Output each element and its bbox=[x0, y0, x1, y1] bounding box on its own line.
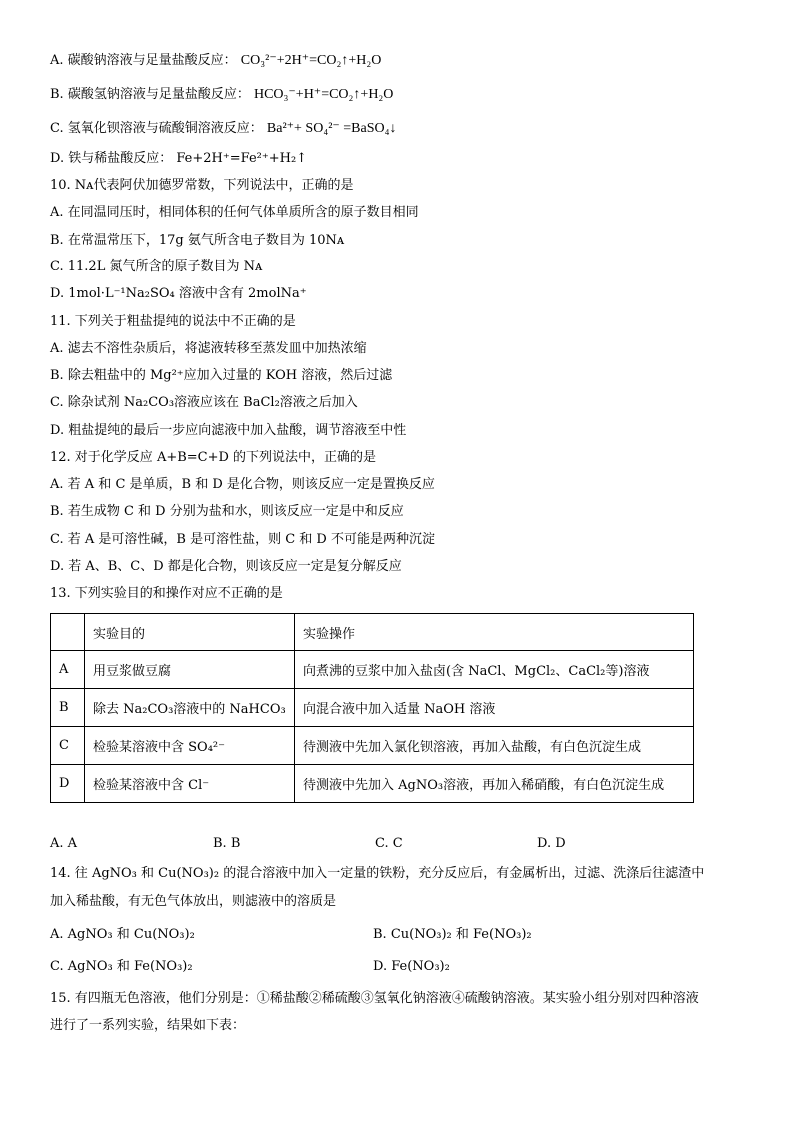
q12-option-b: B. 若生成物 C 和 D 分别为盐和水，则该反应一定是中和反应 bbox=[50, 504, 404, 519]
q13-answer-options bbox=[50, 836, 750, 854]
q12-option-a: A. 若 A 和 C 是单质，B 和 D 是化合物，则该反应一定是置换反应 bbox=[50, 477, 435, 492]
q10-option-d: D. 1mol·L⁻¹Na₂SO₄ 溶液中含有 2molNa⁺ bbox=[50, 286, 307, 301]
q10-option-b: B. 在常温常压下，17g 氨气所含电子数目为 10Nᴀ bbox=[50, 233, 345, 248]
table-cell: 除去 Na₂CO₃溶液中的 NaHCO₃ bbox=[85, 689, 295, 727]
q10-option-a: A. 在同温同压时，相同体积的任何气体单质所含的原子数目相同 bbox=[50, 205, 419, 220]
q11-option-b: B. 除去粗盐中的 Mg²⁺应加入过量的 KOH 溶液，然后过滤 bbox=[50, 368, 393, 383]
q13-stem: 13. 下列实验目的和操作对应不正确的是 bbox=[50, 586, 283, 601]
q10-option-c: C. 11.2L 氮气所含的原子数目为 Nᴀ bbox=[50, 259, 263, 274]
q11-option-a: A. 滤去不溶性杂质后，将滤液转移至蒸发皿中加热浓缩 bbox=[50, 341, 367, 356]
table-cell: 检验某溶液中含 Cl⁻ bbox=[85, 765, 295, 803]
q9-option-d: D. 铁与稀盐酸反应： Fe+2H⁺=Fe²⁺+H₂↑ bbox=[50, 151, 308, 166]
q14-option-a: A. AgNO₃ 和 Cu(NO₃)₂ bbox=[50, 927, 195, 942]
table-cell: 待测液中先加入氯化钡溶液，再加入盐酸，有白色沉淀生成 bbox=[295, 727, 694, 765]
q15-stem-line1: 15. 有四瓶无色溶液，他们分别是：①稀盐酸②稀硫酸③氢氧化钠溶液④硫酸钠溶液。某实验小组分别对四种溶液 bbox=[50, 991, 699, 1006]
q9-option-b: B. 碳酸氢钠溶液与足量盐酸反应： HCO₃⁻+H⁺=CO₂↑+H₂O bbox=[50, 87, 394, 102]
q13-answer-c: C. C bbox=[375, 836, 403, 851]
table-cell: 待测液中先加入 AgNO₃溶液，再加入稀硝酸，有白色沉淀生成 bbox=[295, 765, 694, 803]
table-cell: 检验某溶液中含 SO₄²⁻ bbox=[85, 727, 295, 765]
table-header-cell: 实验目的 bbox=[85, 614, 295, 651]
q11-stem: 11. 下列关于粗盐提纯的说法中不正确的是 bbox=[50, 314, 296, 329]
q9-option-c: C. 氢氧化钡溶液与硫酸铜溶液反应： Ba²⁺+ SO₄²⁻ =BaSO₄↓ bbox=[50, 121, 397, 136]
table-cell: A bbox=[51, 651, 85, 689]
q13-answer-a: A. A bbox=[50, 836, 78, 851]
q14-option-b: B. Cu(NO₃)₂ 和 Fe(NO₃)₂ bbox=[373, 927, 532, 942]
table-cell: C bbox=[51, 727, 85, 765]
table-header-row bbox=[51, 614, 694, 651]
table-cell: 向混合液中加入适量 NaOH 溶液 bbox=[295, 689, 694, 727]
q9-option-a: A. 碳酸钠溶液与足量盐酸反应： CO₃²⁻+2H⁺=CO₂↑+H₂O bbox=[50, 53, 382, 68]
q11-option-d: D. 粗盐提纯的最后一步应向滤液中加入盐酸，调节溶液至中性 bbox=[50, 423, 407, 438]
q12-option-c: C. 若 A 是可溶性碱，B 是可溶性盐，则 C 和 D 不可能是两种沉淀 bbox=[50, 532, 435, 547]
q15-stem-line2: 进行了一系列实验，结果如下表： bbox=[50, 1018, 246, 1033]
table-row bbox=[51, 765, 694, 803]
q14-option-c: C. AgNO₃ 和 Fe(NO₃)₂ bbox=[50, 959, 193, 974]
q13-answer-b: B. B bbox=[213, 836, 241, 851]
table-row bbox=[51, 689, 694, 727]
q14-stem-line2: 加入稀盐酸，有无色气体放出，则滤液中的溶质是 bbox=[50, 894, 337, 909]
table-cell: 用豆浆做豆腐 bbox=[85, 651, 295, 689]
q14-option-d: D. Fe(NO₃)₂ bbox=[373, 959, 450, 974]
table-cell: D bbox=[51, 765, 85, 803]
table-header-cell bbox=[51, 614, 85, 651]
table-row bbox=[51, 651, 694, 689]
experiment-table bbox=[50, 613, 694, 803]
q12-option-d: D. 若 A、B、C、D 都是化合物，则该反应一定是复分解反应 bbox=[50, 559, 402, 574]
table-cell: B bbox=[51, 689, 85, 727]
q14-stem-line1: 14. 往 AgNO₃ 和 Cu(NO₃)₂ 的混合溶液中加入一定量的铁粉，充分反应后，有金属析出，过滤、洗涤后往滤渣中 bbox=[50, 866, 705, 881]
table-row bbox=[51, 727, 694, 765]
q11-option-c: C. 除杂试剂 Na₂CO₃溶液应该在 BaCl₂溶液之后加入 bbox=[50, 395, 358, 410]
q10-stem: 10. Nᴀ代表阿伏加德罗常数，下列说法中，正确的是 bbox=[50, 178, 354, 193]
q13-answer-d: D. D bbox=[537, 836, 566, 851]
q12-stem: 12. 对于化学反应 A+B=C+D 的下列说法中，正确的是 bbox=[50, 450, 377, 465]
table-header-cell: 实验操作 bbox=[295, 614, 694, 651]
table-cell: 向煮沸的豆浆中加入盐卤(含 NaCl、MgCl₂、CaCl₂等)溶液 bbox=[295, 651, 694, 689]
